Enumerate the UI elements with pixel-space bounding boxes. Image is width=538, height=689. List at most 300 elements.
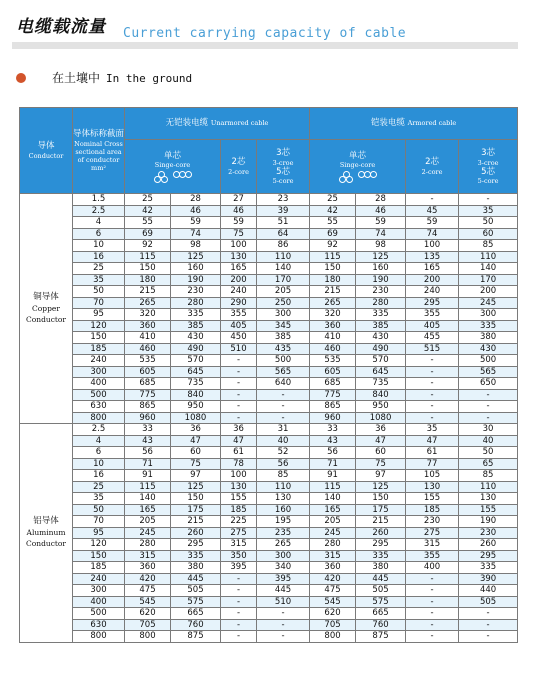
- ampacity-cell: 335: [356, 309, 406, 321]
- ampacity-cell: 170: [459, 274, 518, 286]
- ampacity-cell: 865: [125, 401, 171, 413]
- table-row: [20, 332, 518, 344]
- ampacity-cell: 315: [406, 539, 459, 551]
- ampacity-cell: 85: [257, 470, 310, 482]
- ampacity-cell: 75: [171, 458, 221, 470]
- ampacity-cell: -: [406, 608, 459, 620]
- ampacity-cell: 240: [221, 286, 257, 298]
- ampacity-cell: 43: [310, 435, 356, 447]
- ampacity-cell: 205: [257, 286, 310, 298]
- ampacity-cell: 190: [171, 274, 221, 286]
- table-row: [20, 274, 518, 286]
- ampacity-cell: 490: [171, 343, 221, 355]
- cross-section-cell: 10: [73, 240, 125, 252]
- ampacity-cell: 405: [406, 320, 459, 332]
- table-row: [20, 217, 518, 229]
- ampacity-cell: -: [221, 585, 257, 597]
- ampacity-cell: 360: [310, 320, 356, 332]
- ampacity-cell: 275: [221, 527, 257, 539]
- ampacity-cell: 200: [221, 274, 257, 286]
- ampacity-cell: 77: [406, 458, 459, 470]
- ampacity-cell: -: [257, 608, 310, 620]
- ampacity-cell: 85: [459, 470, 518, 482]
- bullet-icon: [16, 73, 26, 83]
- ampacity-cell: 685: [310, 378, 356, 390]
- ampacity-cell: 440: [459, 585, 518, 597]
- ampacity-cell: 235: [257, 527, 310, 539]
- ampacity-cell: 155: [221, 493, 257, 505]
- ampacity-cell: 380: [356, 562, 406, 574]
- ampacity-cell: 230: [459, 527, 518, 539]
- cross-section-cell: 16: [73, 251, 125, 263]
- ampacity-cell: -: [221, 389, 257, 401]
- cross-section-cell: 2.5: [73, 424, 125, 436]
- ampacity-cell: 115: [310, 481, 356, 493]
- table-row: [20, 263, 518, 275]
- ampacity-cell: 245: [125, 527, 171, 539]
- armored-single-core-header: 单芯 Singe-core: [310, 140, 406, 194]
- ampacity-cell: 135: [406, 251, 459, 263]
- ampacity-cell: 645: [171, 366, 221, 378]
- cross-section-cell: 630: [73, 401, 125, 413]
- ampacity-cell: 385: [356, 320, 406, 332]
- ampacity-cell: 35: [459, 205, 518, 217]
- ampacity-cell: 175: [356, 504, 406, 516]
- ampacity-cell: 505: [459, 596, 518, 608]
- ampacity-cell: 455: [406, 332, 459, 344]
- ampacity-cell: -: [257, 412, 310, 424]
- ampacity-cell: 335: [171, 550, 221, 562]
- ampacity-cell: 230: [406, 516, 459, 528]
- ampacity-cell: 98: [356, 240, 406, 252]
- ampacity-cell: 205: [125, 516, 171, 528]
- ampacity-cell: 245: [310, 527, 356, 539]
- ampacity-cell: 140: [310, 493, 356, 505]
- ampacity-cell: 98: [171, 240, 221, 252]
- ampacity-cell: 61: [221, 447, 257, 459]
- ampacity-cell: 78: [221, 458, 257, 470]
- ampacity-cell: 405: [221, 320, 257, 332]
- ampacity-cell: 1080: [356, 412, 406, 424]
- ampacity-cell: 175: [171, 504, 221, 516]
- table-row: [20, 539, 518, 551]
- ampacity-cell: 31: [257, 424, 310, 436]
- cross-section-cell: 4: [73, 217, 125, 229]
- ampacity-cell: 64: [257, 228, 310, 240]
- ampacity-cell: 55: [310, 217, 356, 229]
- table-row: [20, 447, 518, 459]
- table-row: [20, 493, 518, 505]
- ampacity-cell: 515: [406, 343, 459, 355]
- ampacity-cell: 645: [356, 366, 406, 378]
- ampacity-cell: 115: [125, 251, 171, 263]
- ampacity-cell: 290: [221, 297, 257, 309]
- ampacity-cell: 420: [125, 573, 171, 585]
- ampacity-cell: 505: [356, 585, 406, 597]
- ampacity-cell: 280: [356, 297, 406, 309]
- ampacity-cell: 61: [406, 447, 459, 459]
- ampacity-cell: 775: [125, 389, 171, 401]
- ampacity-cell: -: [406, 585, 459, 597]
- ampacity-cell: 335: [459, 562, 518, 574]
- ampacity-cell: -: [221, 412, 257, 424]
- cross-section-cell: 185: [73, 562, 125, 574]
- ampacity-cell: 56: [125, 447, 171, 459]
- cross-section-cell: 120: [73, 320, 125, 332]
- ampacity-cell: 47: [356, 435, 406, 447]
- ampacity-cell: 430: [459, 343, 518, 355]
- ampacity-cell: 150: [171, 493, 221, 505]
- ampacity-cell: -: [406, 355, 459, 367]
- table-row: [20, 251, 518, 263]
- cross-section-cell: 25: [73, 481, 125, 493]
- ampacity-cell: 59: [171, 217, 221, 229]
- ampacity-cell: 735: [171, 378, 221, 390]
- ampacity-cell: 200: [406, 274, 459, 286]
- conductor-header: 导体 Conductor: [20, 108, 73, 194]
- ampacity-cell: -: [459, 608, 518, 620]
- ampacity-cell: 960: [125, 412, 171, 424]
- ampacity-cell: 42: [125, 205, 171, 217]
- ampacity-cell: 130: [257, 493, 310, 505]
- ampacity-cell: 395: [221, 562, 257, 574]
- trefoil-icon: [339, 171, 353, 182]
- table-row: [20, 228, 518, 240]
- ampacity-cell: 165: [310, 504, 356, 516]
- ampacity-cell: 300: [459, 309, 518, 321]
- cross-section-cell: 300: [73, 366, 125, 378]
- unarmored-header: 无铠装电缆 Unarmored cable: [125, 108, 310, 140]
- table-row: [20, 194, 518, 206]
- ampacity-cell: 200: [459, 286, 518, 298]
- section-label-en: In the ground: [106, 72, 193, 85]
- ampacity-cell: 55: [125, 217, 171, 229]
- ampacity-cell: 46: [171, 205, 221, 217]
- ampacity-cell: 350: [221, 550, 257, 562]
- capacity-table: [19, 107, 518, 643]
- ampacity-cell: 125: [356, 481, 406, 493]
- ampacity-cell: 545: [125, 596, 171, 608]
- ampacity-cell: 510: [221, 343, 257, 355]
- ampacity-cell: 140: [257, 263, 310, 275]
- ampacity-cell: 380: [459, 332, 518, 344]
- ampacity-cell: 300: [257, 309, 310, 321]
- ampacity-cell: 205: [310, 516, 356, 528]
- ampacity-cell: 875: [356, 631, 406, 643]
- ampacity-cell: 575: [171, 596, 221, 608]
- table-row: [20, 424, 518, 436]
- ampacity-cell: 59: [221, 217, 257, 229]
- ampacity-cell: 380: [171, 562, 221, 574]
- ampacity-cell: -: [406, 631, 459, 643]
- ampacity-cell: 160: [356, 263, 406, 275]
- ampacity-cell: 115: [125, 481, 171, 493]
- table-row: [20, 286, 518, 298]
- ampacity-cell: 195: [257, 516, 310, 528]
- ampacity-cell: 160: [171, 263, 221, 275]
- ampacity-cell: -: [221, 401, 257, 413]
- ampacity-cell: 74: [356, 228, 406, 240]
- ampacity-cell: -: [459, 401, 518, 413]
- cross-section-cell: 185: [73, 343, 125, 355]
- ampacity-cell: 36: [171, 424, 221, 436]
- ampacity-cell: -: [406, 378, 459, 390]
- ampacity-cell: 760: [171, 619, 221, 631]
- cross-section-cell: 150: [73, 550, 125, 562]
- ampacity-cell: 435: [257, 343, 310, 355]
- ampacity-cell: 445: [171, 573, 221, 585]
- ampacity-cell: 105: [406, 470, 459, 482]
- ampacity-cell: 27: [221, 194, 257, 206]
- cross-section-cell: 70: [73, 516, 125, 528]
- ampacity-cell: 165: [221, 263, 257, 275]
- ampacity-cell: 490: [356, 343, 406, 355]
- ampacity-cell: 85: [459, 240, 518, 252]
- ampacity-cell: 865: [310, 401, 356, 413]
- ampacity-cell: 335: [356, 550, 406, 562]
- ampacity-cell: 265: [310, 297, 356, 309]
- ampacity-cell: 125: [356, 251, 406, 263]
- ampacity-cell: 25: [125, 194, 171, 206]
- table-row: [20, 309, 518, 321]
- ampacity-cell: -: [221, 631, 257, 643]
- ampacity-cell: 355: [406, 550, 459, 562]
- ampacity-cell: 250: [257, 297, 310, 309]
- ampacity-cell: 460: [310, 343, 356, 355]
- ampacity-cell: 475: [125, 585, 171, 597]
- ampacity-cell: 160: [257, 504, 310, 516]
- ampacity-cell: 300: [257, 550, 310, 562]
- ampacity-cell: -: [406, 573, 459, 585]
- table-row: [20, 458, 518, 470]
- ampacity-cell: 510: [257, 596, 310, 608]
- ampacity-cell: 97: [171, 470, 221, 482]
- ampacity-cell: -: [459, 619, 518, 631]
- ampacity-cell: 215: [171, 516, 221, 528]
- armored-two-core-header: 2芯 2-core: [406, 140, 459, 194]
- flat-formation-icon: [174, 171, 192, 182]
- ampacity-cell: 170: [257, 274, 310, 286]
- cross-section-cell: 4: [73, 435, 125, 447]
- ampacity-cell: -: [257, 389, 310, 401]
- ampacity-cell: 430: [171, 332, 221, 344]
- ampacity-cell: 50: [459, 217, 518, 229]
- table-row: [20, 608, 518, 620]
- ampacity-cell: 960: [310, 412, 356, 424]
- cross-section-cell: 50: [73, 504, 125, 516]
- ampacity-cell: 185: [406, 504, 459, 516]
- ampacity-cell: 875: [171, 631, 221, 643]
- ampacity-cell: 60: [356, 447, 406, 459]
- ampacity-cell: -: [459, 631, 518, 643]
- armored-three-five-core-header: 3芯 3-croe 5芯 5-core: [459, 140, 518, 194]
- ampacity-cell: 47: [221, 435, 257, 447]
- ampacity-cell: -: [406, 401, 459, 413]
- ampacity-cell: 180: [125, 274, 171, 286]
- ampacity-cell: 140: [125, 493, 171, 505]
- ampacity-cell: -: [406, 412, 459, 424]
- ampacity-cell: 150: [125, 263, 171, 275]
- ampacity-cell: 535: [310, 355, 356, 367]
- cross-section-cell: 35: [73, 274, 125, 286]
- ampacity-cell: 130: [221, 481, 257, 493]
- table-row: [20, 516, 518, 528]
- ampacity-cell: 545: [310, 596, 356, 608]
- ampacity-cell: 28: [171, 194, 221, 206]
- ampacity-cell: 840: [356, 389, 406, 401]
- ampacity-cell: 75: [356, 458, 406, 470]
- unarmored-three-five-core-header: 3芯 3-croe 5芯 5-core: [257, 140, 310, 194]
- ampacity-cell: 410: [125, 332, 171, 344]
- ampacity-cell: 355: [221, 309, 257, 321]
- ampacity-cell: 56: [310, 447, 356, 459]
- ampacity-cell: 86: [257, 240, 310, 252]
- ampacity-cell: 275: [406, 527, 459, 539]
- ampacity-cell: 355: [406, 309, 459, 321]
- ampacity-cell: -: [221, 355, 257, 367]
- cross-section-cell: 2.5: [73, 205, 125, 217]
- ampacity-cell: -: [257, 631, 310, 643]
- cross-section-cell: 150: [73, 332, 125, 344]
- ampacity-cell: 74: [171, 228, 221, 240]
- ampacity-cell: 280: [171, 297, 221, 309]
- cross-section-cell: 35: [73, 493, 125, 505]
- table-row: [20, 504, 518, 516]
- ampacity-cell: 260: [459, 539, 518, 551]
- ampacity-cell: 30: [459, 424, 518, 436]
- table-row: [20, 573, 518, 585]
- cross-section-cell: 120: [73, 539, 125, 551]
- cross-section-cell: 500: [73, 608, 125, 620]
- ampacity-cell: 52: [257, 447, 310, 459]
- ampacity-cell: 110: [257, 251, 310, 263]
- ampacity-cell: -: [459, 389, 518, 401]
- ampacity-cell: 140: [459, 263, 518, 275]
- ampacity-cell: 360: [125, 562, 171, 574]
- ampacity-cell: 56: [257, 458, 310, 470]
- ampacity-cell: 265: [125, 297, 171, 309]
- section-label: [52, 69, 192, 86]
- table-row: [20, 481, 518, 493]
- ampacity-cell: 395: [257, 573, 310, 585]
- table-row: [20, 343, 518, 355]
- ampacity-cell: 155: [406, 493, 459, 505]
- ampacity-cell: 240: [406, 286, 459, 298]
- cross-section-cell: 95: [73, 527, 125, 539]
- ampacity-cell: 505: [171, 585, 221, 597]
- ampacity-cell: 91: [125, 470, 171, 482]
- page-header: [0, 0, 538, 52]
- nominal-area-header: 导体标称截面 Nominal Cross sectional area of conductor mm²: [73, 108, 125, 194]
- table-row: [20, 297, 518, 309]
- ampacity-cell: 230: [171, 286, 221, 298]
- ampacity-cell: 840: [171, 389, 221, 401]
- ampacity-cell: 92: [125, 240, 171, 252]
- ampacity-cell: 60: [171, 447, 221, 459]
- ampacity-cell: 115: [310, 251, 356, 263]
- ampacity-cell: 575: [356, 596, 406, 608]
- cross-section-cell: 70: [73, 297, 125, 309]
- ampacity-cell: 33: [310, 424, 356, 436]
- ampacity-cell: 23: [257, 194, 310, 206]
- ampacity-cell: 100: [221, 470, 257, 482]
- ampacity-cell: 59: [356, 217, 406, 229]
- ampacity-cell: 295: [356, 539, 406, 551]
- ampacity-cell: -: [221, 608, 257, 620]
- ampacity-cell: 110: [459, 481, 518, 493]
- table-row: [20, 596, 518, 608]
- ampacity-cell: 65: [459, 458, 518, 470]
- ampacity-cell: 59: [406, 217, 459, 229]
- ampacity-cell: 39: [257, 205, 310, 217]
- ampacity-cell: -: [406, 389, 459, 401]
- cross-section-cell: 800: [73, 412, 125, 424]
- ampacity-cell: -: [221, 573, 257, 585]
- ampacity-cell: 400: [406, 562, 459, 574]
- ampacity-cell: 280: [310, 539, 356, 551]
- ampacity-cell: 165: [406, 263, 459, 275]
- ampacity-cell: 45: [406, 205, 459, 217]
- ampacity-cell: 91: [310, 470, 356, 482]
- table-row: [20, 470, 518, 482]
- ampacity-cell: 130: [459, 493, 518, 505]
- ampacity-cell: 265: [257, 539, 310, 551]
- ampacity-cell: 97: [356, 470, 406, 482]
- ampacity-cell: -: [257, 401, 310, 413]
- table-row: [20, 355, 518, 367]
- ampacity-cell: 260: [171, 527, 221, 539]
- cross-section-cell: 800: [73, 631, 125, 643]
- cross-section-cell: 95: [73, 309, 125, 321]
- ampacity-cell: 705: [125, 619, 171, 631]
- ampacity-cell: 180: [310, 274, 356, 286]
- ampacity-cell: 245: [459, 297, 518, 309]
- ampacity-cell: 71: [125, 458, 171, 470]
- ampacity-cell: 60: [459, 228, 518, 240]
- ampacity-cell: 215: [310, 286, 356, 298]
- table-body: [20, 194, 518, 643]
- table-row: [20, 366, 518, 378]
- cross-section-cell: 300: [73, 585, 125, 597]
- ampacity-cell: 640: [257, 378, 310, 390]
- ampacity-cell: 47: [171, 435, 221, 447]
- ampacity-cell: 295: [406, 297, 459, 309]
- ampacity-cell: 125: [171, 251, 221, 263]
- table-row: [20, 550, 518, 562]
- table-row: [20, 378, 518, 390]
- ampacity-cell: 760: [356, 619, 406, 631]
- ampacity-cell: 565: [459, 366, 518, 378]
- ampacity-cell: 605: [125, 366, 171, 378]
- ampacity-cell: 150: [356, 493, 406, 505]
- ampacity-cell: 535: [125, 355, 171, 367]
- cross-section-cell: 1.5: [73, 194, 125, 206]
- cross-section-cell: 6: [73, 447, 125, 459]
- ampacity-cell: -: [221, 366, 257, 378]
- ampacity-cell: 445: [356, 573, 406, 585]
- copper-conductor-label: 铜导体 Copper Conductor: [20, 194, 73, 424]
- ampacity-cell: 295: [171, 539, 221, 551]
- ampacity-cell: 165: [125, 504, 171, 516]
- ampacity-cell: 110: [459, 251, 518, 263]
- ampacity-cell: 185: [221, 504, 257, 516]
- aluminum-conductor-label: 铝导体 Aluminum Conductor: [20, 424, 73, 643]
- table-row: [20, 585, 518, 597]
- ampacity-cell: 650: [459, 378, 518, 390]
- cross-section-cell: 630: [73, 619, 125, 631]
- ampacity-cell: 340: [257, 562, 310, 574]
- ampacity-cell: 35: [406, 424, 459, 436]
